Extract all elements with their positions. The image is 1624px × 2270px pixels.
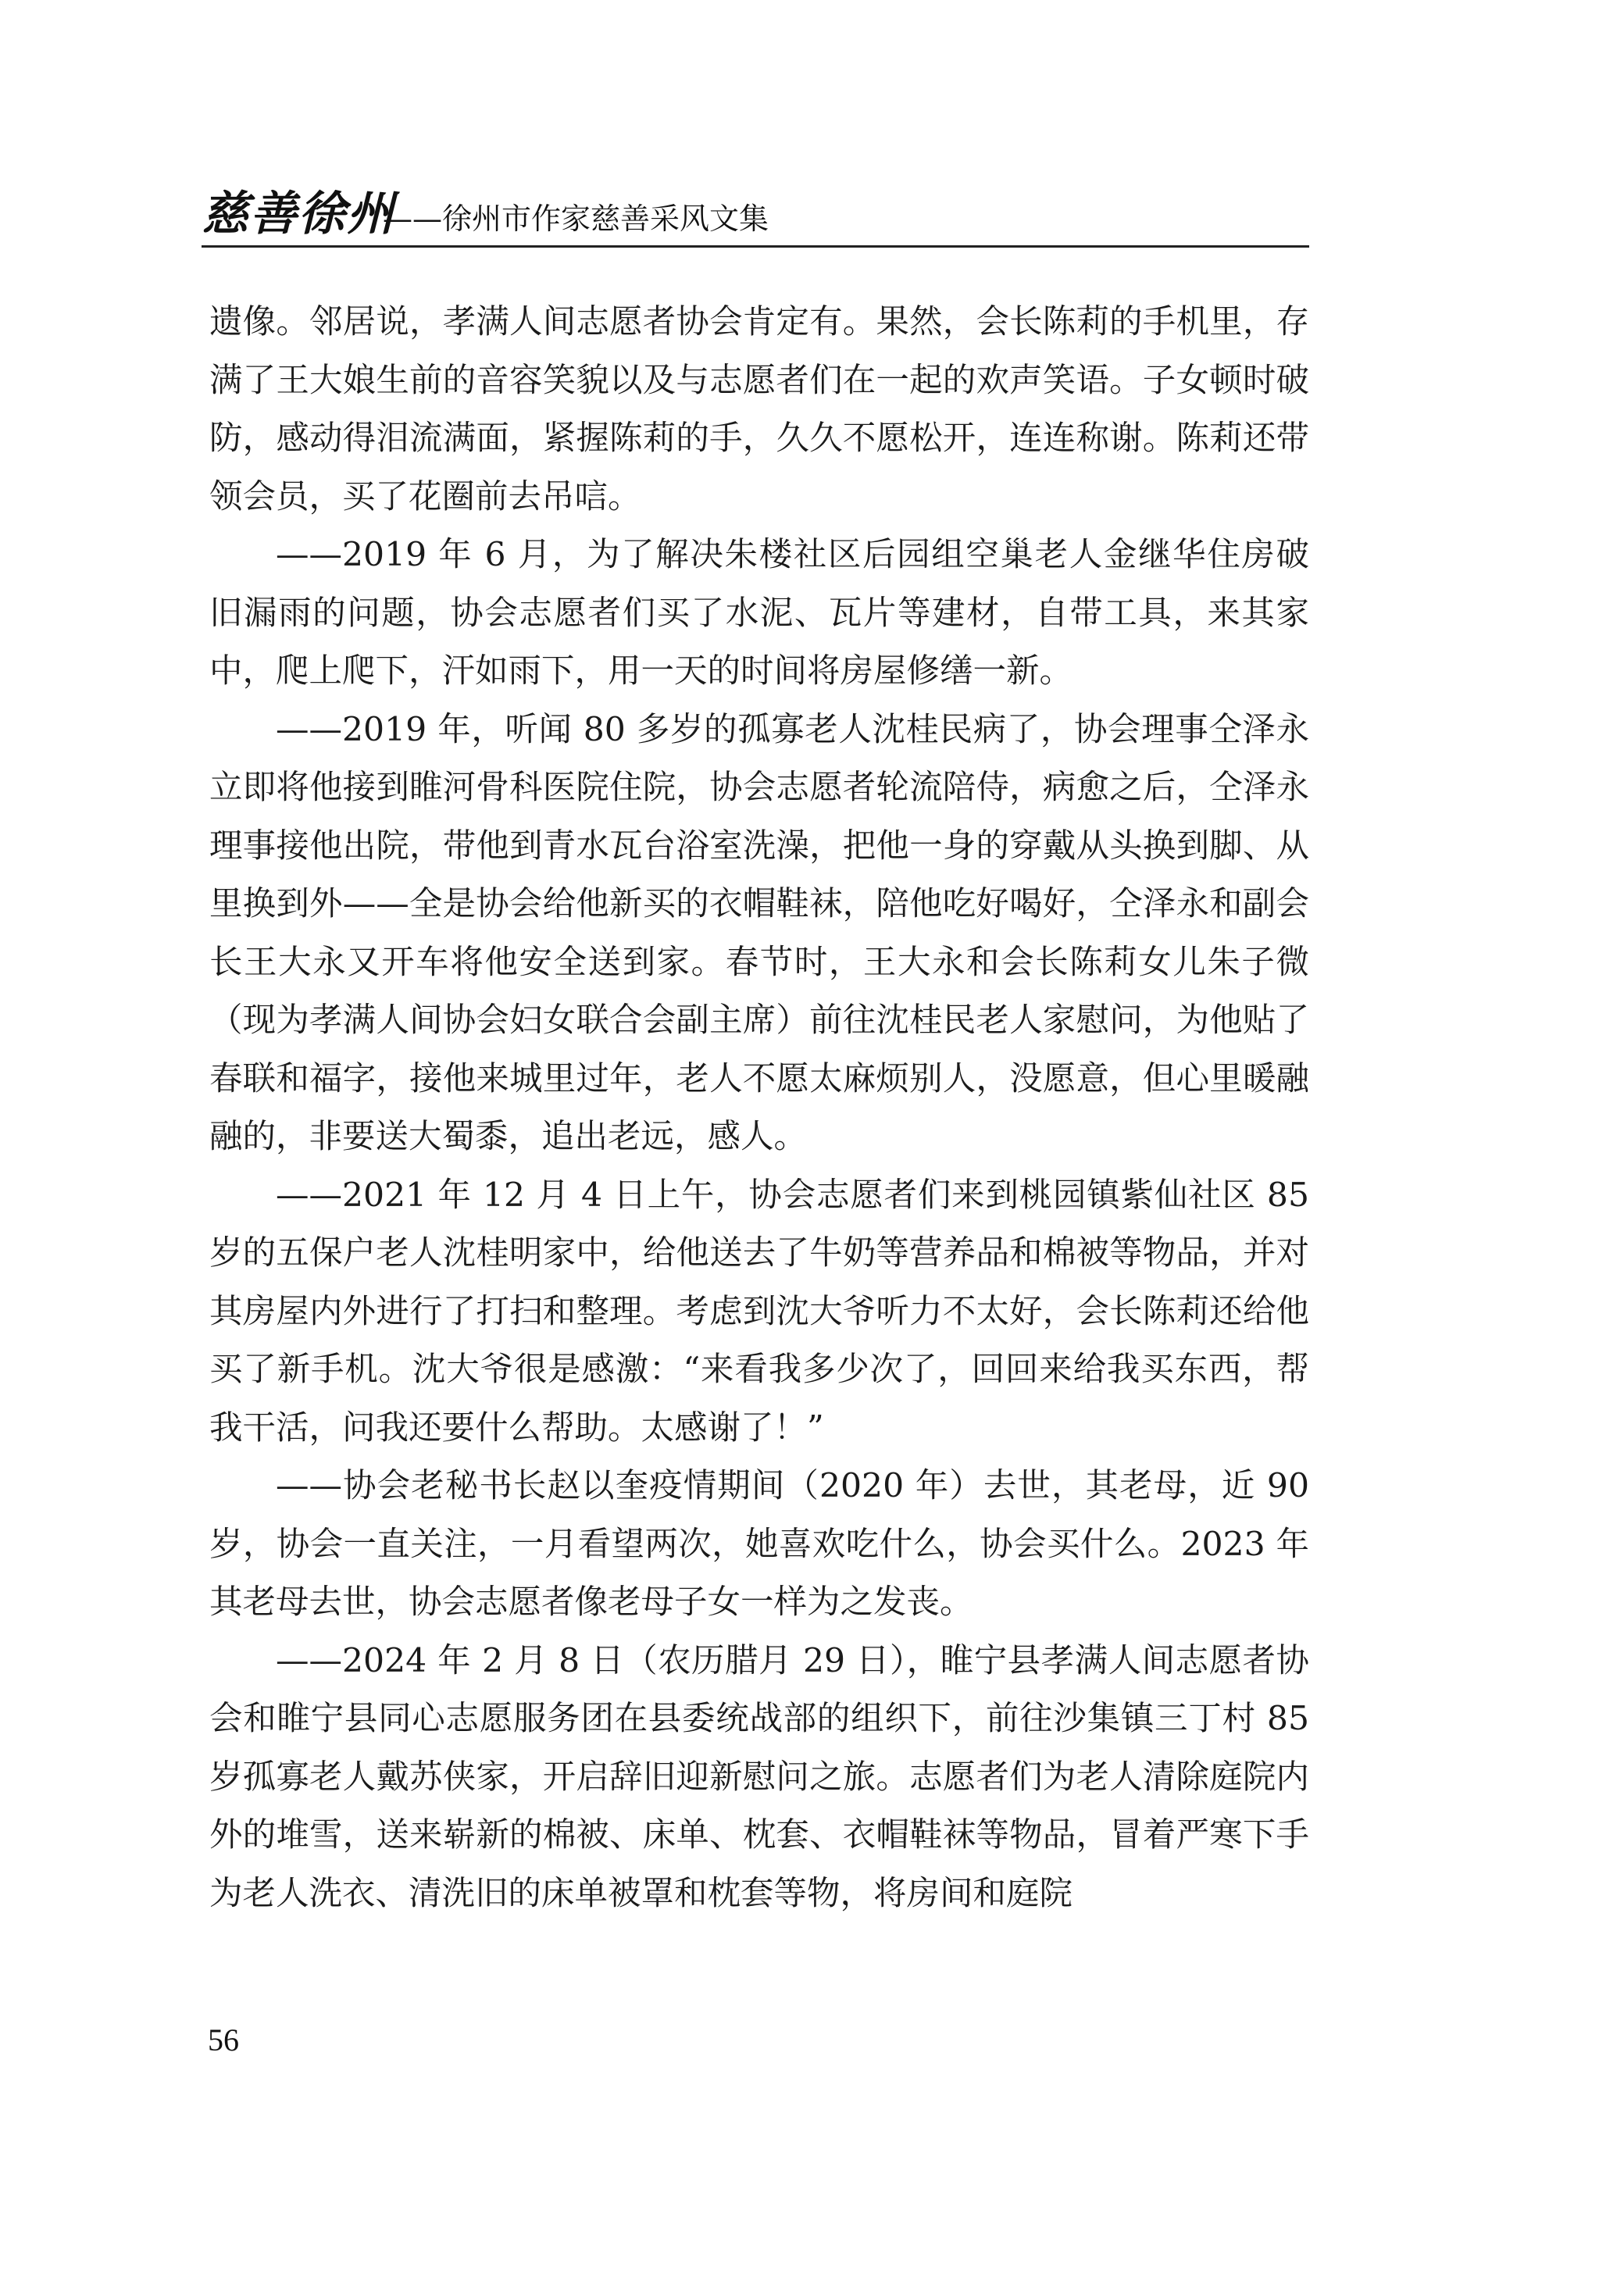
header-rule xyxy=(202,245,1309,248)
paragraph: ——2019 年，听闻 80 多岁的孤寡老人沈桂民病了，协会理事仝泽永立即将他接到睢河骨科医院住院，协会志愿者轮流陪侍，病愈之后，仝泽永理事接他出院，带他到青水瓦台浴室洗澡，把他一身的穿戴从头换到脚、从里换到外——全是协会给他新买的衣帽鞋袜，陪他吃好喝好，仝泽永和副会长王大永又开车将他安全送到家。春节时，王大永和会长陈莉女儿朱子微（现为孝满人间协会妇女联合会副主席）前往沈桂民老人家慰问，为他贴了春联和福字，接他来城里过年，老人不愿太麻烦别人，没愿意，但心里暖融融的，非要送大蜀黍，追出老远，感人。 xyxy=(209,710,1309,1156)
paragraph: ——2019 年 6 月，为了解决朱楼社区后园组空巢老人金继华住房破旧漏雨的问题，协会志愿者们买了水泥、瓦片等建材，自带工具，来其家中，爬上爬下，汗如雨下，用一天的时间将房屋修缮一新。 xyxy=(209,536,1309,691)
page-number: 56 xyxy=(208,2022,239,2058)
running-header xyxy=(202,184,1309,253)
paragraph: ——协会老秘书长赵以奎疫情期间（2020 年）去世，其老母，近 90 岁，协会一直关注，一月看望两次，她喜欢吃什么，协会买什么。2023 年其老母去世，协会志愿者像老母子女一样为之发丧。 xyxy=(209,1467,1309,1622)
body-text xyxy=(209,294,1309,1923)
paragraph: ——2021 年 12 月 4 日上午，协会志愿者们来到桃园镇紫仙社区 85 岁的五保户老人沈桂明家中，给他送去了牛奶等营养品和棉被等物品，并对其房屋内外进行了打扫和整理。考虑到沈大爷听力不太好，会长陈莉还给他买了新手机。沈大爷很是感激：“来看我多少次了，回回来给我买东西，帮我干活，问我还要什么帮助。太感谢了！” xyxy=(209,1176,1309,1447)
book-title: 慈善徐州 xyxy=(202,187,395,241)
book-subtitle: ——徐州市作家慈善采风文集 xyxy=(383,202,769,236)
paragraph: ——2024 年 2 月 8 日（农历腊月 29 日），睢宁县孝满人间志愿者协会和睢宁县同心志愿服务团在县委统战部的组织下，前往沙集镇三丁村 85 岁孤寡老人戴苏侠家，开启辞旧迎新慰问之旅。志愿者们为老人清除庭院内外的堆雪，送来崭新的棉被、床单、枕套、衣帽鞋袜等物品，冒着严寒下手为老人洗衣、清洗旧的床单被罩和枕套等物，将房间和庭院 xyxy=(209,1641,1309,1913)
paragraph: 遗像。邻居说，孝满人间志愿者协会肯定有。果然，会长陈莉的手机里，存满了王大娘生前的音容笑貌以及与志愿者们在一起的欢声笑语。子女顿时破防，感动得泪流满面，紧握陈莉的手，久久不愿松开，连连称谢。陈莉还带领会员，买了花圈前去吊唁。 xyxy=(209,303,1309,516)
